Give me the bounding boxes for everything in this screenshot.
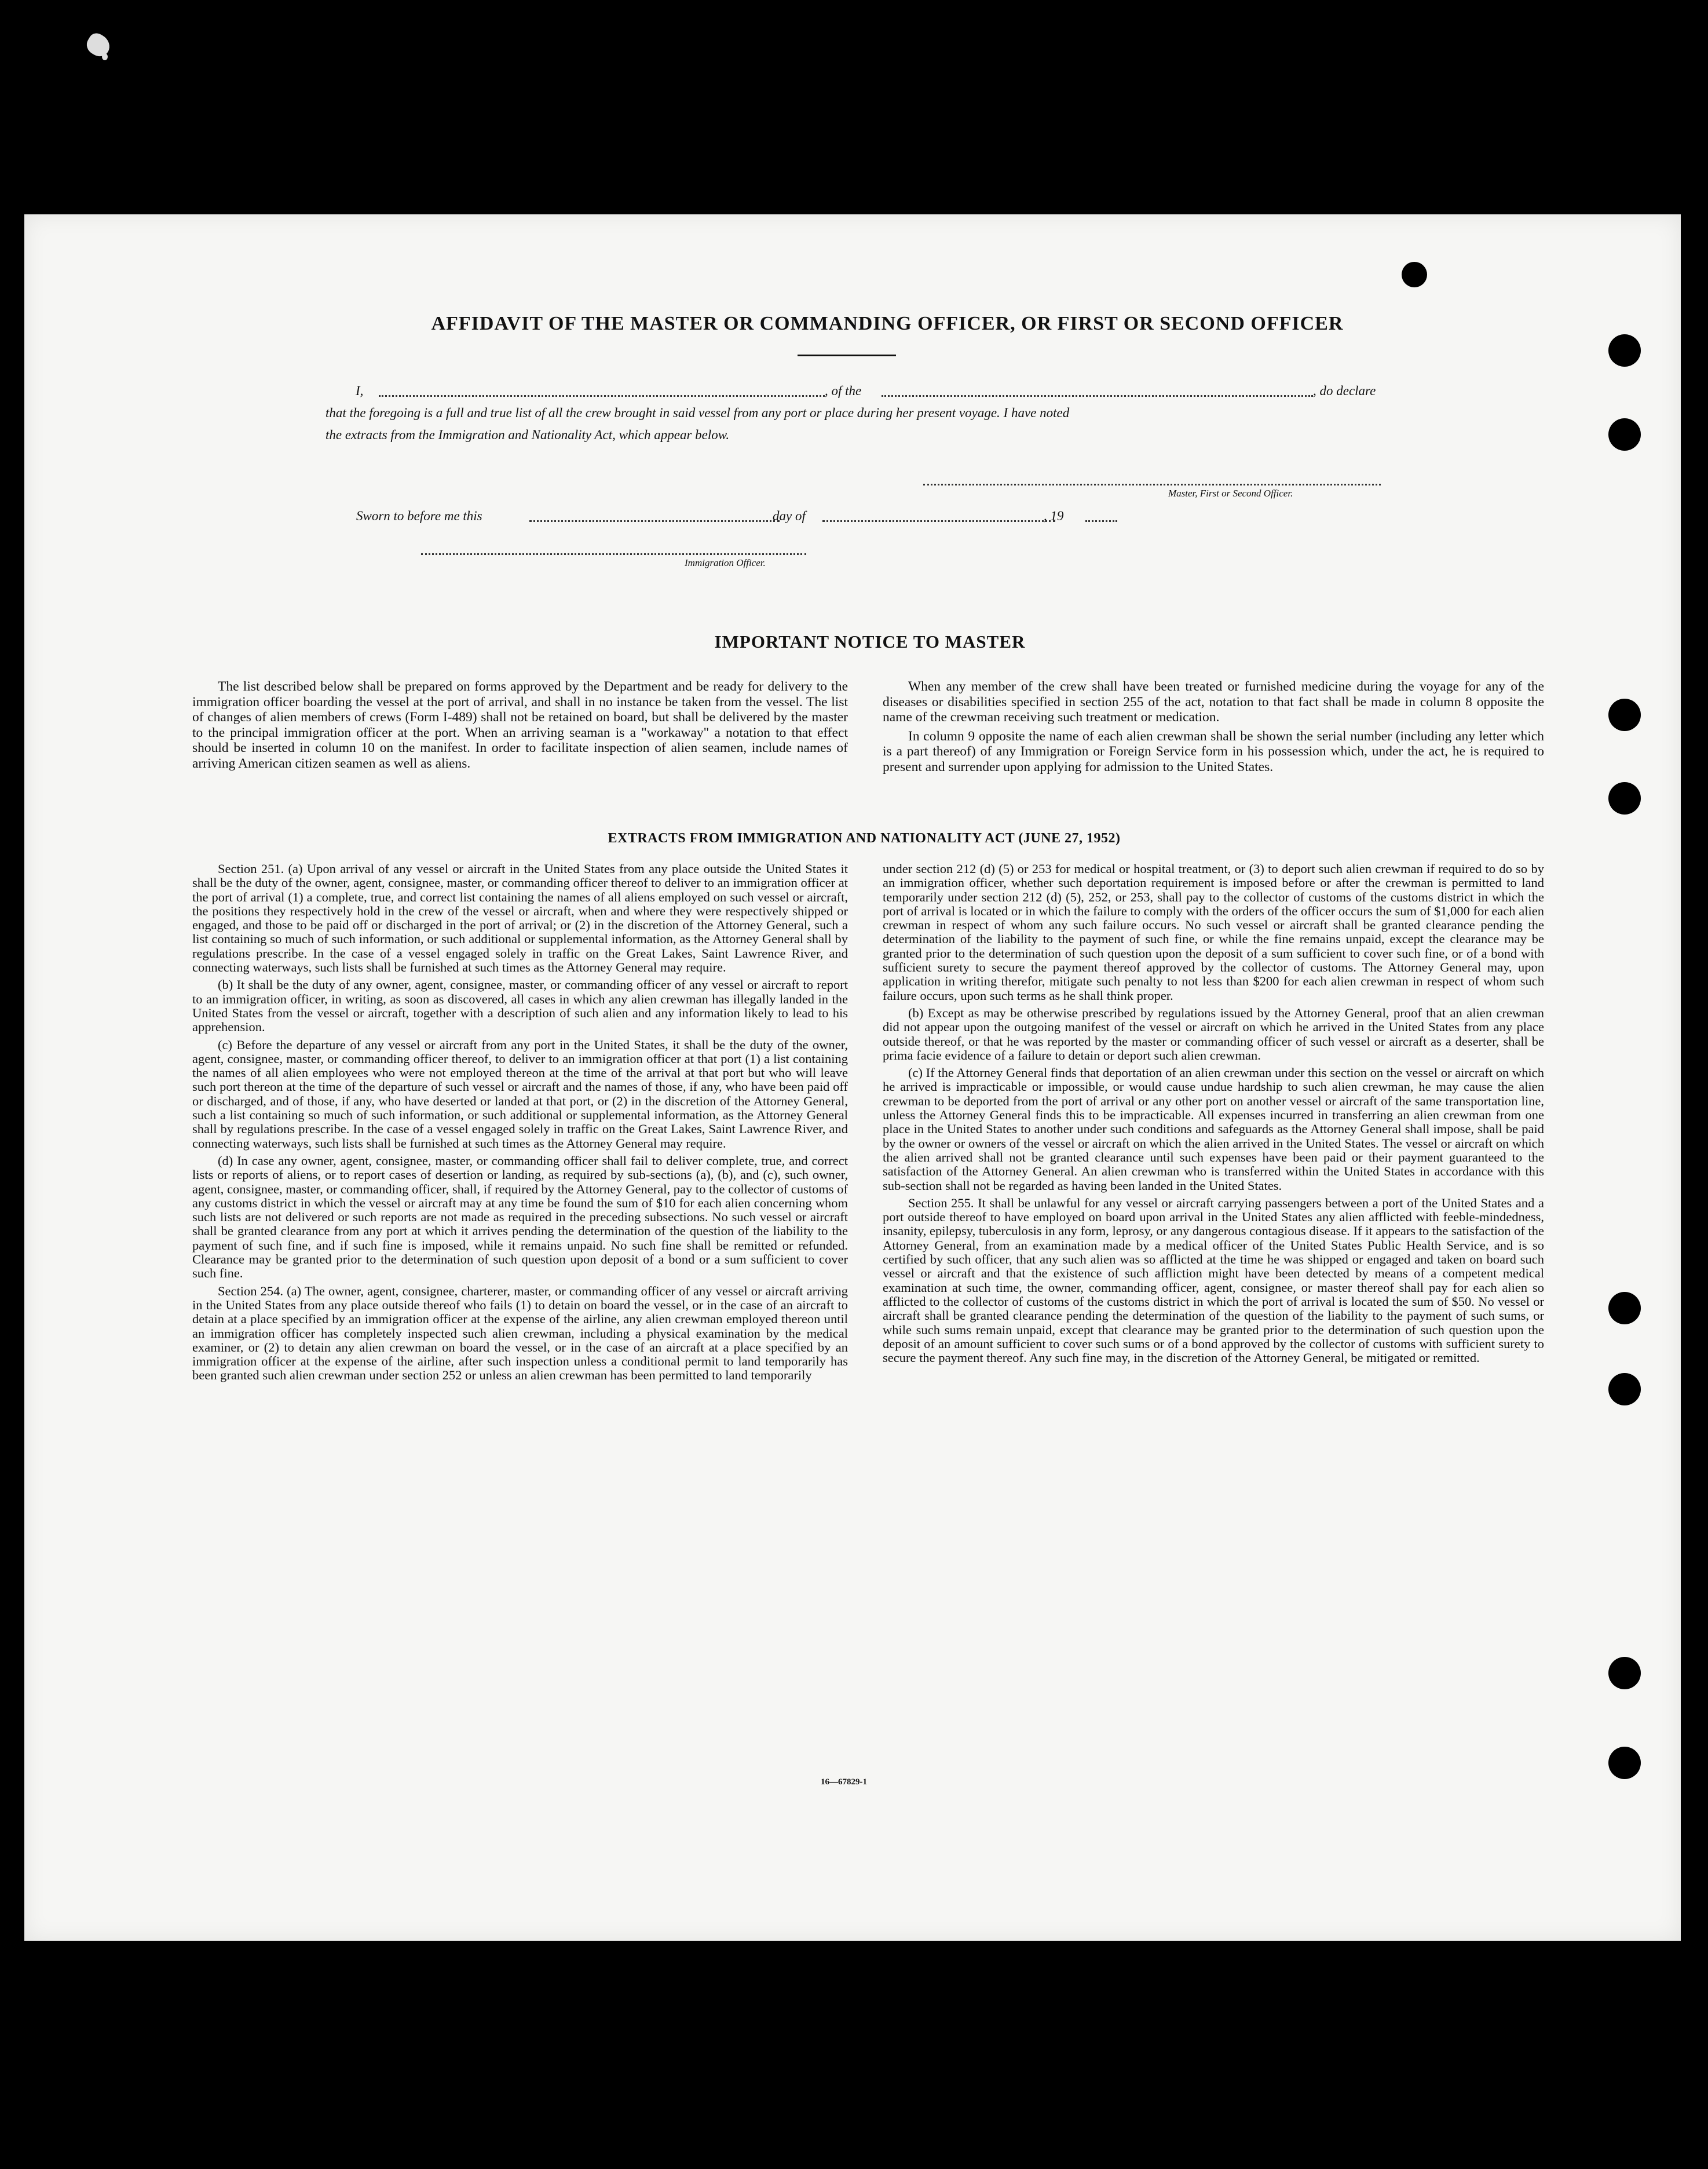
name-field[interactable]	[379, 395, 825, 397]
notice-right-column	[883, 679, 1544, 779]
year-prefix-label: , 19	[1044, 509, 1064, 523]
affidavit-title: AFFIDAVIT OF THE MASTER OR COMMANDING OFFICER, OR FIRST OR SECOND OFFICER	[431, 313, 1344, 334]
section-255: Section 255. It shall be unlawful for any vessel or aircraft carrying passengers between a port of the United States and a port outside thereof to have employed on board upon arrival in the United States any alien afflicted with feeble-mindedness, insanity, epilepsy, tuberculosis in any form, leprosy, or any dangerous contagious disease. If it appears to the satisfaction of the Attorney General, from an examination made by a medical officer of the United States Public Health Service, and is so certified by such officer, that any such alien was so afflicted at the time he was shipped or engaged and taken on board such vessel or aircraft and that the existence of such affliction might have been detected by means of a competent medical examination at such time, the owner, commanding officer, agent, consignee, or master thereof shall pay for each alien so afflicted to the collector of customs of the customs district in which the port of arrival is located the sum of $50. No vessel or aircraft shall be granted clearance pending the determination of the question of the liability to the payment of such sums, or while such sums remain unpaid, except that clearance may be granted prior to the determination of such question upon the deposit of an amount sufficient to cover such sums or of a bond approved by the collector of customs with sufficient surety to secure the payment thereof. Any such fine may, in the discretion of the Attorney General, be mitigated or remitted.	[883, 1195, 1544, 1365]
punch-hole	[1608, 418, 1641, 451]
declaration-line-2: the extracts from the Immigration and Nationality Act, which appear below.	[325, 428, 730, 442]
section-254-a-continued: under section 212 (d) (5) or 253 for medical or hospital treatment, or (3) to deport such alien crewman if required to do so by an immigration officer, whether such deportation requirement is imposed before or after the crewman is permitted to land temporarily under section 212 (d) (5), 252, or 253, shall pay to the collector of customs of the customs district in which the port of arrival is located or in which the failure to comply with the orders of the officer occurs the sum of $1,000 for each alien crewman in respect of whom any such failure occurs. No such vessel or aircraft shall be granted clearance pending the determination of the liability to the payment of such fine, or while the fine remains unpaid, except the clearance may be granted prior to the determination of such question upon the deposit of a sum sufficient to cover such fine, or of a bond with sufficient surety to secure the payment thereof approved by the collector of customs. The Attorney General may, upon application in writing therefor, mitigate such penalty to not less than $200 for each alien crewman in respect of whom such failure occurs, upon such terms as he shall think proper.	[883, 861, 1544, 1003]
of-the-label: , of the	[825, 384, 862, 398]
punch-hole	[1608, 1657, 1641, 1689]
notice-right-paragraph-2: In column 9 opposite the name of each alien crewman shall be shown the serial number (including any letter which is a part thereof) of any Immigration or Foreign Service form in his possession which, under the act, he is required to present and surrender upon applying for admission to the United States.	[883, 728, 1544, 775]
extracts-right-column	[883, 862, 1544, 1368]
officer-signature-caption: Immigration Officer.	[685, 557, 766, 568]
punch-hole	[1608, 699, 1641, 731]
master-signature-line[interactable]	[923, 484, 1381, 485]
punch-hole	[1608, 1292, 1641, 1324]
punch-hole	[1608, 782, 1641, 815]
document-page	[24, 214, 1681, 1941]
notice-right-paragraph-1: When any member of the crew shall have been treated or furnished medicine during the voyage for any of the diseases or disabilities specified in section 255 of the act, notation to that fact shall be made in column 8 opposite the name of the crewman receiving such treatment or medication.	[883, 679, 1544, 725]
punch-hole	[1608, 1747, 1641, 1779]
vessel-field[interactable]	[882, 395, 1313, 397]
section-251-c: (c) Before the departure of any vessel or aircraft from any port in the United States, it shall be the duty of the owner, agent, consignee, master, or commanding officer thereof, to deliver to an immigration officer at that port (1) a list containing the names of all alien employees who were not employed thereon at the time of the arrival at that port but who will leave such port thereon at the time of the departure of such vessel or aircraft and the names of those, if any, who have been paid off or discharged, and of those, if any, who have deserted or landed at that port, or (2) in the discretion of the Attorney General, such a list containing so much of such information, or such additional or supplemental information, as the Attorney General shall by regulations prescribe. In the case of a vessel engaged solely in traffic on the Great Lakes, Saint Lawrence River, and connecting waterways, such lists shall be furnished at such times as the Attorney General may require.	[192, 1037, 848, 1151]
declaration-line-1: that the foregoing is a full and true list of all the crew brought in said vessel from any port or place during her present voyage. I have noted	[325, 406, 1070, 420]
section-251-d: (d) In case any owner, agent, consignee, master, or commanding officer shall fail to deliver complete, true, and correct lists or reports of aliens, or to report cases of desertion or landing, as required by sub-sections (a), (b), and (c), such owner, agent, consignee, master, or commanding officer, shall, if required by the Attorney General, pay to the collector of customs of any customs district in which the vessel or aircraft may at any time be found the sum of $10 for each alien concerning whom such lists are not delivered or such reports are not made as required in the preceding subsections. No such vessel or aircraft shall be granted clearance from any port at which it arrives pending the determination of the question of the liability to the payment of such fine, and if such fine is imposed, while it remains unpaid. No such fine shall be remitted or refunded. Clearance may be granted prior to the determination of such question upon deposit of a bond or a sum sufficient to cover such fine.	[192, 1153, 848, 1281]
scan-speck	[102, 53, 108, 60]
section-254-a: Section 254. (a) The owner, agent, consignee, charterer, master, or commanding officer of any vessel or aircraft arriving in the United States from any place outside thereof who fails (1) to detain on board the vessel, or in the case of an aircraft to detain at a place specified by an immigration officer at the expense of the airline, any alien crewman employed thereon until an immigration officer has completely inspected such alien crewman, including a physical examination by the medical examiner, or (2) to detain any alien crewman on board the vessel, or in the case of an aircraft at a place specified by an immigration officer at the expense of the airline, after such inspection unless a conditional permit to land temporarily has been granted such alien crewman under section 252 or unless an alien crewman has been permitted to land temporarily	[192, 1283, 848, 1383]
notice-left-column	[192, 679, 848, 775]
punch-hole	[1402, 262, 1427, 287]
do-declare-label: , do declare	[1313, 384, 1376, 398]
i-label: I,	[356, 384, 364, 398]
officer-signature-line[interactable]	[421, 553, 806, 555]
day-of-label: day of	[773, 509, 806, 523]
notice-left-paragraph: The list described below shall be prepared on forms approved by the Department and be ready for delivery to the immigration officer boarding the vessel at the port of arrival, and shall in no instance be taken from the vessel. The list of changes of alien members of crews (Form I-489) shall not be retained on board, but shall be delivered by the master to the principal immigration officer at the port. When an arriving seaman is a "workaway" a notation to that effect should be inserted in column 10 on the manifest. In order to facilitate inspection of alien seamen, include names of arriving American citizen seamen as well as aliens.	[192, 679, 848, 771]
master-signature-caption: Master, First or Second Officer.	[1168, 488, 1293, 499]
section-251-a: Section 251. (a) Upon arrival of any vessel or aircraft in the United States from any place outside the United States it shall be the duty of the owner, agent, consignee, master, or commanding officer thereof to deliver to an immigration officer at the port of arrival (1) a complete, true, and correct list containing the names of all aliens employed on such vessel or aircraft, the positions they respectively hold in the crew of the vessel or aircraft, when and where they were respectively shipped or engaged, and those to be paid off or discharged in the port of arrival; or (2) in the discretion of the Attorney General, such a list containing so much of such information, or such additional or supplemental information, as the Attorney General shall by regulations prescribe. In the case of a vessel engaged solely in traffic on the Great Lakes, Saint Lawrence River, and connecting waterways, such lists shall be furnished at such times as the Attorney General may require.	[192, 861, 848, 975]
section-254-b: (b) Except as may be otherwise prescribed by regulations issued by the Attorney General, proof that an alien crewman did not appear upon the outgoing manifest of the vessel or aircraft on which he arrived in the United States from any place outside thereof, or that he was reported by the master or commanding officer of such vessel or aircraft as a deserter, shall be prima facie evidence of a failure to detain or deport such alien crewman.	[883, 1005, 1544, 1062]
sworn-month-field[interactable]	[822, 520, 1055, 522]
extracts-title: EXTRACTS FROM IMMIGRATION AND NATIONALITY ACT (JUNE 27, 1952)	[608, 831, 1121, 846]
sworn-day-field[interactable]	[529, 520, 780, 522]
notice-title: IMPORTANT NOTICE TO MASTER	[714, 631, 1026, 652]
punch-hole	[1608, 334, 1641, 367]
section-251-b: (b) It shall be the duty of any owner, agent, consignee, master, or commanding officer of any vessel or aircraft to report to an immigration officer, in writing, as soon as discovered, all cases in which any alien crewman has illegally landed in the United States from the vessel or aircraft, together with a description of such alien and any information likely to lead to his apprehension.	[192, 977, 848, 1035]
section-254-c: (c) If the Attorney General finds that deportation of an alien crewman under this section on the vessel or aircraft on which he arrived is impracticable or impossible, or would cause undue hardship to such alien crewman, he may cause the alien crewman to be deported from the port of arrival or any other port on another vessel or aircraft of the same transportation line, unless the Attorney General finds this to be impracticable. All expenses incurred in transferring an alien crewman from one place in the United States to another under such conditions and safeguards as the Attorney General shall impose, shall be paid by the owner or owners of the vessel or aircraft on which the alien arrived in the United States. The vessel or aircraft on which the alien arrived shall not be granted clearance until such expenses have been paid or their payment guaranteed to the satisfaction of the Attorney General. An alien crewman who is transferred within the United States in accordance with this sub-section shall not be regarded as having been landed in the United States.	[883, 1065, 1544, 1193]
title-underline	[798, 355, 896, 356]
scan-speck	[83, 30, 114, 60]
extracts-left-column	[192, 862, 848, 1386]
sworn-year-field[interactable]	[1085, 520, 1117, 522]
punch-hole	[1608, 1373, 1641, 1405]
sworn-label: Sworn to before me this	[356, 509, 482, 523]
form-number: 16—67829-1	[821, 1777, 867, 1787]
